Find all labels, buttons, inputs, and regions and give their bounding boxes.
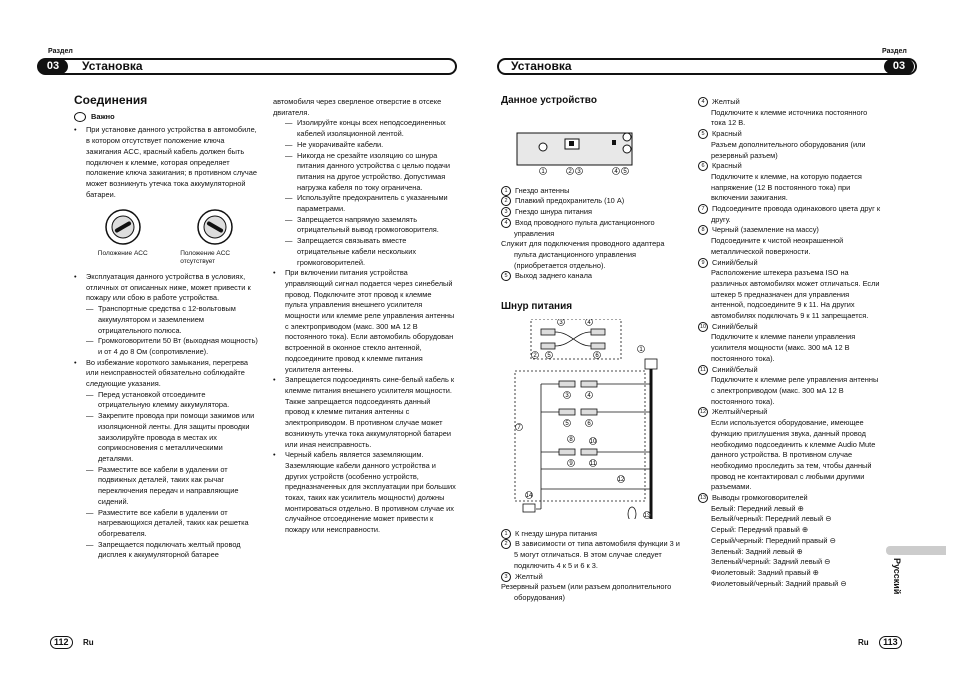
numbered-item — [698, 493, 882, 504]
right-column-1 — [501, 96, 686, 604]
callout-number: 7 — [698, 204, 708, 214]
list-item-text: Используйте предохранитель с указанными параметрами. — [297, 193, 448, 214]
power-heading: Шнур питания — [501, 301, 573, 313]
list-item — [273, 140, 456, 151]
list-item — [74, 465, 259, 508]
svg-text:13: 13 — [643, 512, 651, 519]
svg-text:2: 2 — [533, 352, 537, 359]
speaker-wire-item: Белый/черный: Передний левый ⊖ — [711, 514, 832, 524]
list-item-text: Во избежание короткого замыкания, перегрева или неисправностей обязательно соблюдайте следующие указания. — [86, 357, 249, 389]
bullet-marker: • — [74, 357, 77, 367]
list-item-text: Эксплуатация данного устройства в условиях, отличных от описанных ниже, может привести к пожару или сбою в работе устройства. — [86, 272, 251, 303]
numbered-item — [698, 322, 882, 365]
svg-text:5: 5 — [623, 168, 627, 175]
left-column-2 — [273, 97, 456, 536]
important-icon — [74, 112, 86, 122]
left-column-1 — [74, 95, 259, 561]
svg-text:10: 10 — [589, 438, 597, 445]
callout-number: 5 — [501, 271, 511, 281]
callout-number: 1 — [501, 529, 511, 539]
bullet-marker: • — [273, 450, 276, 460]
svg-text:3: 3 — [577, 168, 581, 175]
list-item-text: При установке данного устройства в автомобиле, в котором отсутствует положение ключа зажигания ACC, красный кабель должен быть подключен к клемме, которая определяет положение ключа зажигания; в противном случае может возникнуть утечка тока аккумуляторной батареи. — [86, 125, 257, 199]
callout-number: 4 — [698, 97, 708, 107]
svg-text:11: 11 — [589, 460, 597, 467]
dash-marker: — — [86, 304, 94, 314]
callout-number: 3 — [501, 572, 511, 582]
list-item — [74, 390, 259, 411]
unit-rear-diagram — [515, 123, 635, 178]
svg-text:5: 5 — [565, 420, 569, 427]
list-item-text: Разместите все кабели в удалении от подвижных деталей, таких как рычаг переключения передач и направляющие сидений. — [98, 464, 239, 506]
numbered-item — [698, 365, 882, 408]
list-item — [273, 375, 456, 450]
list-item — [273, 193, 456, 214]
list-item-text: Не укорачивайте кабели. — [297, 139, 384, 149]
item-text: В зависимости от типа автомобиля функции 3 и 5 могут отличаться. В этом случае следует подключить 4 к 5 и 6 к 3. — [514, 539, 680, 570]
list-item — [273, 151, 456, 194]
svg-text:5: 5 — [547, 352, 551, 359]
svg-text:14: 14 — [525, 492, 533, 499]
list-item — [74, 336, 259, 357]
numbered-item — [698, 225, 882, 257]
item-heading: Выводы громкоговорителей — [712, 493, 808, 503]
callout-number: 9 — [698, 258, 708, 268]
header-title-left: Установка — [82, 59, 143, 73]
speaker-wire-item: Зеленый/черный: Задний левый ⊖ — [711, 557, 831, 567]
numbered-item — [501, 207, 686, 218]
callout-number: 10 — [699, 323, 707, 330]
item-text: Подключите к клемме реле управления антенны с электроприводом (макс. 300 мА 12 В постоянного тока). — [711, 375, 879, 406]
svg-text:1: 1 — [541, 168, 545, 175]
numbered-item — [501, 572, 686, 583]
numbered-item — [501, 239, 686, 271]
item-text: Вход проводного пульта дистанционного управления — [514, 217, 655, 238]
item-text: Подключите к клемме, на которую подается напряжение (12 В постоянного тока) при включении зажигания. — [711, 171, 862, 203]
svg-text:1: 1 — [639, 346, 643, 353]
numbered-item — [698, 204, 882, 225]
speaker-wire-item: Фиолетовый/черный: Задний правый ⊖ — [711, 578, 847, 588]
speaker-wire-item: Серый/черный: Передний правый ⊖ — [711, 535, 836, 545]
callout-number: 3 — [501, 207, 511, 217]
list-item — [74, 272, 259, 304]
numbered-item — [501, 539, 686, 571]
item-text: Желтый — [515, 571, 543, 581]
item-text: Подсоедините к чистой неокрашенной металлической поверхности. — [711, 236, 844, 256]
list-item-text: Черный кабель является заземляющим. Заземляющие кабели данного устройства и других устройств (особенно устройств, предназначенных для эксплуатации при больших токах, таких как усилитель мощности) должны монтироваться отдельно. В противном случае их случайное отсоединение может привести к пожару или неисправности. — [285, 450, 456, 535]
item-text: Если используется оборудование, имеющее функцию приглушения звука, данный провод необходимо подсоединить к клемме Audio Mute данного устройства. В противном случае необходимо проследить за тем, чтобы данный провод не контактировал с любыми другими разъемами. — [711, 418, 876, 492]
list-item-text: При включении питания устройства управляющий сигнал подается через синебелый провод. Подключите этот провод к клемме пульта управления внешнего усилителя мощности или клемме реле управления антенны с электроприводом (макс. 300 мА 12 В постоянного тока). Если автомобиль оборудован встроенной в оконное стекло антенной, подсоедините провод к клемме питания усилителя антенны. — [285, 268, 455, 374]
list-item-text: Запрещается связывать вместе отрицательные кабели нескольких громкоговорителей. — [297, 236, 417, 267]
callout-number: 11 — [698, 365, 708, 375]
dash-marker: — — [285, 139, 293, 149]
numbered-item — [698, 129, 882, 161]
dash-marker: — — [285, 150, 293, 160]
list-item-text: Запрещается подключать желтый провод дисплея к аккумуляторной батарее — [98, 539, 241, 560]
dash-marker: — — [285, 214, 293, 224]
numbered-item — [501, 271, 686, 282]
item-heading: Красный — [712, 129, 742, 139]
speaker-wire-item: Зеленый: Задний левый ⊕ — [711, 546, 803, 556]
numbered-item — [501, 218, 686, 239]
list-item-text: Громкоговорители 50 Вт (выходная мощность) и от 4 до 8 Ом (сопротивление). — [98, 336, 258, 356]
svg-text:6: 6 — [595, 352, 599, 359]
list-item-text: Запрещается напрямую заземлять отрицательный вывод громкоговорителя. — [297, 214, 439, 235]
callout-number: 13 — [699, 495, 707, 502]
svg-text:3: 3 — [565, 392, 569, 399]
callout-number: 4 — [501, 218, 511, 228]
item-text: Разъем дополнительного оборудования (или резервный разъем) — [711, 139, 866, 160]
svg-text:4: 4 — [587, 392, 591, 399]
list-item — [273, 268, 456, 375]
acc-figure-2 — [180, 208, 250, 266]
list-item — [273, 450, 456, 536]
svg-text:9: 9 — [569, 460, 573, 467]
svg-text:12: 12 — [617, 476, 625, 483]
bullet-marker: • — [273, 268, 276, 278]
numbered-item — [698, 161, 882, 204]
item-heading: Красный — [712, 161, 742, 171]
dash-marker: — — [86, 464, 94, 474]
page-heading: Соединения — [74, 93, 148, 107]
bullet-marker: • — [74, 272, 77, 282]
list-item — [74, 304, 259, 336]
svg-text:4: 4 — [587, 319, 591, 326]
item-heading: Синий/белый — [712, 257, 758, 267]
item-heading: Синий/белый — [712, 364, 758, 374]
numbered-item — [501, 186, 686, 197]
callout-number: 8 — [698, 225, 708, 235]
dash-marker: — — [86, 389, 94, 399]
list-item — [74, 540, 259, 561]
list-item — [273, 236, 456, 268]
item-text: Гнездо шнура питания — [515, 207, 592, 217]
bullet-marker: • — [273, 375, 276, 385]
language-tab-bar — [886, 546, 946, 555]
numbered-item — [698, 97, 882, 129]
ignition-key-icon — [196, 208, 234, 246]
item-heading: Желтый/черный — [712, 407, 768, 417]
svg-text:3: 3 — [559, 319, 563, 326]
important-label: Важно — [91, 111, 115, 121]
speaker-wire-item: Серый: Передний правый ⊕ — [711, 525, 809, 535]
page-lang-left: Ru — [82, 638, 94, 647]
callout-number: 2 — [501, 539, 511, 549]
dash-marker: — — [86, 411, 94, 421]
page-lang-right: Ru — [858, 638, 869, 647]
item-text: Служит для подключения проводного адаптера пульта дистанционного управления (приобретается отдельно). — [501, 239, 665, 270]
item-heading: Синий/белый — [712, 321, 758, 331]
acc-caption-1: Положение ACC — [97, 250, 148, 258]
list-item-text: Изолируйте концы всех неподсоединенных кабелей изоляционной лентой. — [297, 118, 446, 139]
svg-text:6: 6 — [587, 420, 591, 427]
dash-marker: — — [285, 236, 293, 246]
speaker-wire-item: Белый: Передний левый ⊕ — [711, 503, 804, 513]
list-item-text: Разместите все кабели в удалении от нагревающихся деталей, таких как решетка обогревателя. — [98, 507, 249, 538]
svg-text:8: 8 — [569, 436, 573, 443]
header-title-right: Установка — [511, 59, 572, 73]
section-label-left: Раздел — [48, 48, 73, 55]
callout-number: 12 — [699, 409, 707, 416]
item-text: Резервный разъем (или разъем дополнительного оборудования) — [501, 582, 672, 602]
power-cord-diagram — [501, 319, 671, 519]
callout-number: 2 — [501, 196, 511, 206]
list-item — [74, 411, 259, 465]
numbered-item — [698, 407, 882, 493]
numbered-item — [501, 196, 686, 207]
right-column-2 — [698, 97, 882, 589]
ignition-key-icon — [104, 208, 142, 246]
item-text: Подключите к клемме панели управления усилителя мощности (макс. 300 мА 12 В постоянного тока). — [711, 332, 856, 363]
dash-marker: — — [285, 118, 293, 128]
callout-number: 6 — [698, 161, 708, 171]
item-text: Плавкий предохранитель (10 А) — [515, 196, 625, 206]
item-heading: Черный (заземление на массу) — [712, 225, 819, 235]
page-number-right: 113 — [879, 636, 902, 649]
dash-marker: — — [86, 507, 94, 517]
callout-number: 5 — [698, 129, 708, 139]
list-item — [74, 508, 259, 540]
acc-figure-1 — [83, 208, 163, 266]
dash-marker: — — [86, 336, 94, 346]
list-item — [74, 358, 259, 390]
speaker-wire-item: Фиолетовый: Задний правый ⊕ — [711, 567, 819, 577]
item-text: Подключите к клемме источника постоянного тока 12 В. — [711, 107, 868, 128]
list-item — [273, 97, 456, 118]
language-tab-label: Русский — [892, 558, 902, 595]
list-item-text: автомобиля через сверленое отверстие в отсеке двигателя. — [273, 97, 442, 117]
numbered-item — [698, 258, 882, 322]
list-item-text: Никогда не срезайте изоляцию со шнура питания данного устройства с целью подачи питания на другое устройство. Допустимая нагрузка кабеля по току ограничена. — [297, 150, 451, 192]
numbered-item — [501, 529, 686, 540]
page-footer-left — [50, 632, 94, 650]
page-footer-right — [858, 632, 902, 650]
item-text: Расположение штекера разъема ISO на различных автомобилях может отличаться. Если штекер 5 предназначен для управления антенной, подсоедините 9 к 11. На других автомобилях подключать 9 к 11 запрещается. — [711, 268, 880, 321]
svg-text:7: 7 — [517, 424, 521, 431]
list-item-text: Закрепите провода при помощи зажимов или изоляционной ленты. Для защиты проводки заизолируйте провода в местах их соприкосновения с металлическими деталями. — [98, 411, 255, 463]
list-item — [74, 125, 259, 200]
list-item — [273, 118, 456, 139]
list-item-text: Запрещается подсоединять сине-белый кабель к клемме питания внешнего усилителя мощности. Также запрещается подсоединять данный провод к клемме питания антенны с электроприводом. В противном случае может возникнуть утечка тока аккумуляторной батареи или иная неисправность. — [285, 375, 455, 449]
numbered-item — [501, 582, 686, 603]
acc-caption-2: Положение ACC отсутствует — [180, 250, 231, 266]
item-text: Выход заднего канала — [515, 271, 592, 281]
bullet-marker: • — [74, 125, 77, 135]
callout-number: 1 — [501, 186, 511, 196]
list-item — [273, 215, 456, 236]
svg-text:4: 4 — [614, 168, 618, 175]
section-number-left: 03 — [38, 59, 68, 74]
section-number-right: 03 — [884, 59, 914, 74]
list-item-text: Транспортные средства с 12-вольтовым аккумулятором и заземлением отрицательного полюса. — [98, 304, 236, 335]
svg-text:2: 2 — [568, 168, 572, 175]
item-heading: Подсоедините провода одинакового цвета друг к другу. — [711, 204, 881, 224]
dash-marker: — — [86, 539, 94, 549]
item-text: К гнезду шнура питания — [515, 528, 598, 538]
dash-marker: — — [285, 193, 293, 203]
item-text: Гнездо антенны — [515, 185, 570, 195]
page-number-left: 112 — [50, 636, 73, 649]
device-heading: Данное устройство — [501, 95, 597, 106]
section-label-right: Раздел — [882, 48, 907, 55]
list-item-text: Перед установкой отсоедините отрицательную клемму аккумулятора. — [98, 389, 230, 410]
item-heading: Желтый — [712, 97, 740, 106]
